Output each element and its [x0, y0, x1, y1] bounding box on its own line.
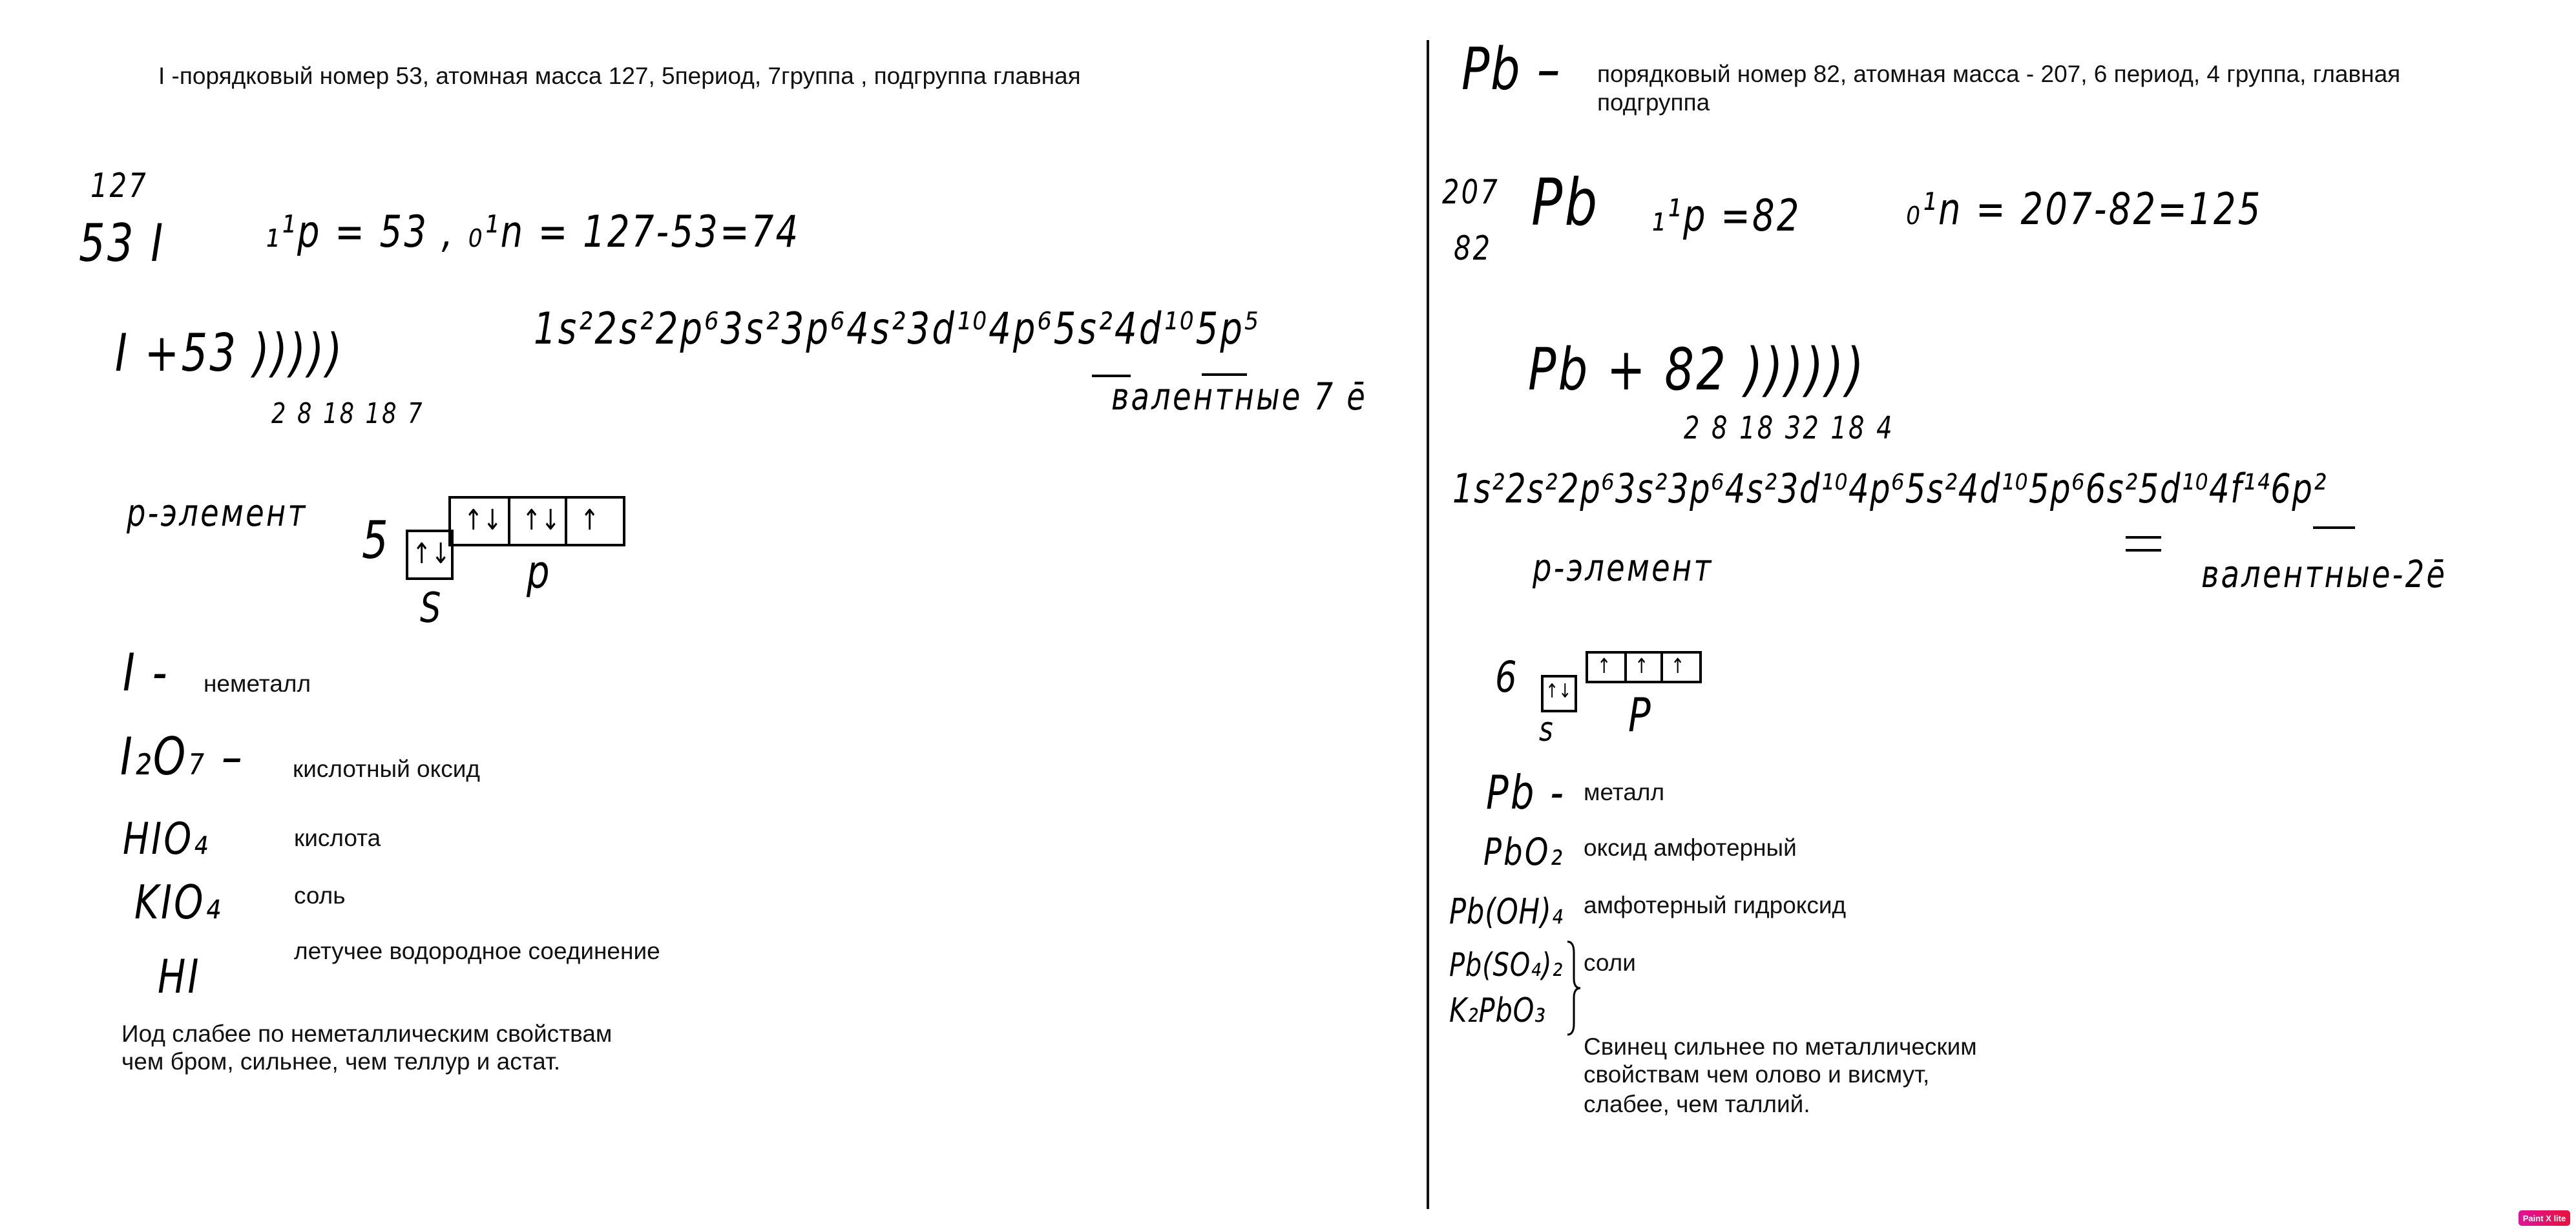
- lead-shell-counts: 2 8 18 32 18 4: [1684, 410, 1894, 446]
- lead-conclusion-line: слабее, чем таллий.: [1584, 1091, 1810, 1117]
- spin-arrows: ↑: [1671, 654, 1685, 678]
- iodine-p-orbitals: [448, 496, 625, 546]
- compound-description: соль: [294, 882, 346, 909]
- compound-formula: KIO₄: [134, 875, 222, 929]
- lead-orbital-level: 6: [1495, 652, 1519, 702]
- compound-formula: I₂O₇ –: [120, 727, 245, 787]
- iodine-valence: валентные 7 ē: [1111, 375, 1368, 419]
- spin-arrows: ↑↓: [412, 537, 450, 570]
- iodine-title: I -порядковый номер 53, атомная масса 127, 5период, 7группа , подгруппа главная: [158, 63, 1081, 89]
- compound-formula: HI: [158, 949, 201, 1004]
- valence-underline: [2126, 549, 2161, 552]
- lead-mass-number: 207: [1442, 173, 1500, 212]
- compound-formula: HIO₄: [123, 814, 210, 865]
- spin-arrows: ↑↓: [464, 504, 502, 537]
- lead-protons: ₁¹p =82: [1651, 191, 1801, 242]
- compound-description: оксид амфотерный: [1584, 834, 1797, 861]
- compound-formula: I -: [123, 643, 169, 703]
- iodine-orbital-level: 5: [362, 510, 390, 570]
- lead-conclusion-line: свойствам чем олово и висмут,: [1584, 1061, 1930, 1088]
- compound-description: летучее водородное соединение: [294, 938, 660, 964]
- valence-underline: [2313, 526, 2355, 529]
- s-label: s: [1539, 710, 1555, 749]
- spin-arrows: ↑: [1597, 654, 1611, 678]
- lead-isotope-symbol: Pb: [1531, 165, 1600, 240]
- iodine-conclusion-line: Иод слабее по неметаллическим свойствам: [121, 1020, 613, 1047]
- lead-electron-config: 1s²2s²2p⁶3s²3p⁶4s²3d¹⁰4p⁶5s²4d¹⁰5p⁶6s²5d¹⁰4f¹⁴6p²: [1452, 465, 2327, 512]
- lead-title-line: подгруппа: [1597, 89, 1710, 116]
- compound-description: металл: [1584, 779, 1665, 805]
- lead-conclusion-line: Свинец сильнее по металлическим: [1584, 1033, 1977, 1060]
- iodine-s-orbital: [406, 530, 454, 580]
- compound-description: неметалл: [204, 670, 311, 697]
- iodine-conclusion-line: чем бром, сильнее, чем теллур и астат.: [121, 1048, 561, 1075]
- page-divider: [1427, 40, 1429, 1209]
- lead-p-orbitals: [1586, 651, 1702, 683]
- lead-symbol: Pb –: [1461, 36, 1562, 103]
- iodine-element-type: p-элемент: [127, 491, 308, 535]
- iodine-electron-config: 1s²2s²2p⁶3s²3p⁶4s²3d¹⁰4p⁶5s²4d¹⁰5p⁵: [534, 304, 1261, 355]
- iodine-isotope: 53 I: [79, 213, 165, 273]
- compound-formula: K₂PbO₃: [1449, 991, 1546, 1030]
- compound-description: амфотерный гидроксид: [1584, 892, 1847, 918]
- iodine-shell-counts: 2 8 18 18 7: [271, 397, 424, 430]
- iodine-shells: I +53 ))))): [115, 323, 344, 383]
- iodine-mass-number: 127: [90, 167, 149, 205]
- lead-valence: валентные-2ē: [2201, 552, 2447, 596]
- s-label: S: [420, 584, 443, 632]
- lead-atomic-number: 82: [1454, 229, 1492, 268]
- spin-arrows: ↑: [1635, 654, 1649, 678]
- p-label: P: [1628, 688, 1653, 742]
- lead-s-orbital: [1541, 675, 1577, 712]
- brace-icon: [1566, 940, 1582, 1037]
- lead-title-line: порядковый номер 82, атомная масса - 207, 6 период, 4 группа, главная: [1597, 61, 2401, 87]
- compound-formula: PbO₂: [1483, 830, 1565, 874]
- compound-description: соли: [1584, 949, 1636, 976]
- iodine-particles: ₁¹p = 53 , ₀¹n = 127-53=74: [265, 207, 801, 258]
- paint-x-lite-badge: Paint X lite: [2518, 1210, 2570, 1226]
- p-label: p: [527, 546, 552, 599]
- compound-description: кислота: [294, 825, 381, 851]
- compound-description: кислотный оксид: [293, 756, 480, 782]
- lead-element-type: p-элемент: [1533, 546, 1713, 590]
- lead-shells: Pb + 82 )))))): [1528, 336, 1867, 404]
- compound-formula: Pb(OH)₄: [1449, 891, 1564, 932]
- spin-arrows: ↑: [580, 504, 600, 537]
- compound-formula: Pb -: [1486, 765, 1566, 820]
- spin-arrows: ↑↓: [522, 504, 560, 537]
- spin-arrows: ↑↓: [1545, 680, 1572, 703]
- lead-neutrons: ₀¹n = 207-82=125: [1906, 184, 2263, 235]
- valence-underline: [2126, 536, 2161, 539]
- compound-formula: Pb(SO₄)₂: [1449, 946, 1564, 984]
